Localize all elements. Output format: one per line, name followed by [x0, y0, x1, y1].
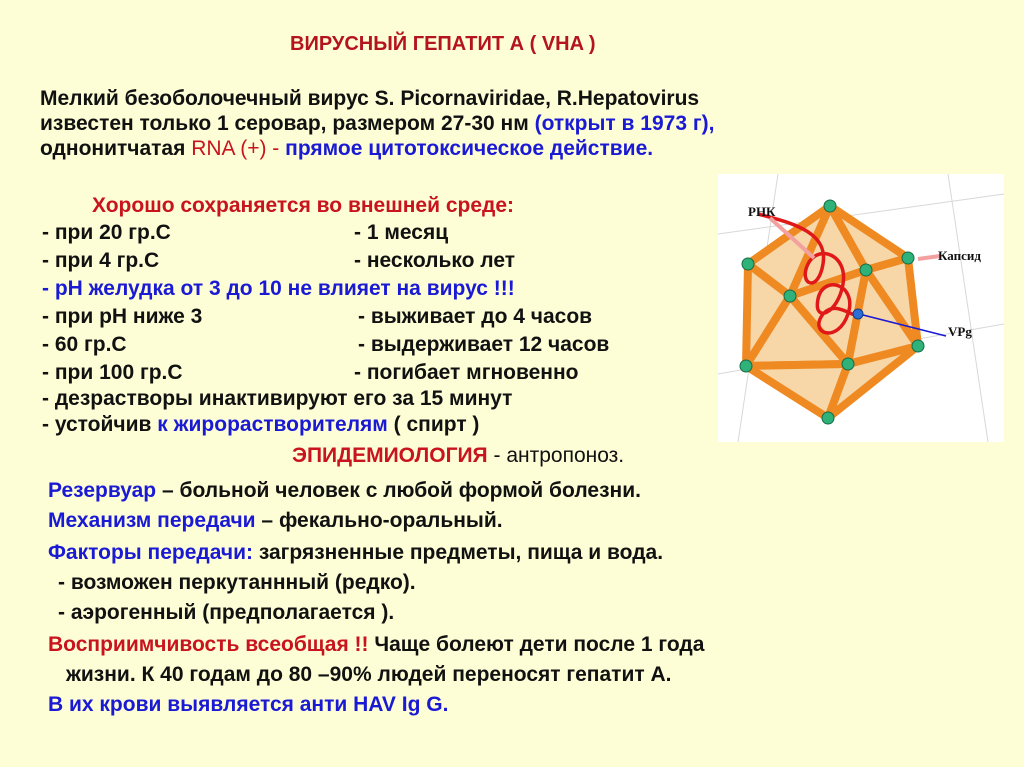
percutaneous-line: - возможен перкутаннный (редко). — [58, 571, 416, 594]
resistant-prefix: - устойчив — [42, 413, 158, 436]
env-row-ph-stomach: - pH желудка от 3 до 10 не влияет на вирус !!! — [42, 277, 515, 300]
mechanism-line — [48, 506, 503, 535]
mechanism-text: – фекально-оральный. — [255, 509, 503, 532]
intro-action: прямое цитотоксическое действие. — [285, 137, 654, 160]
intro-line-2 — [40, 111, 714, 136]
epidemiology-heading-line — [292, 441, 624, 470]
env-cond: - при 100 гр.С — [42, 361, 183, 384]
env-result: - выдерживает 12 часов — [358, 333, 610, 356]
vpg-protein — [853, 309, 863, 319]
resistant-alcohol: ( спирт ) — [387, 413, 480, 436]
env-row-resistant — [42, 412, 479, 438]
virus-capsid-diagram — [718, 174, 1004, 442]
env-row-100c — [42, 360, 578, 386]
reservoir-label: Резервуар — [48, 479, 157, 502]
susceptibility-label: Восприимчивость всеобщая !! — [48, 633, 369, 656]
env-row-60c — [42, 332, 609, 358]
env-cond: - при pH ниже 3 — [42, 305, 203, 328]
intro-line-1: Мелкий безоболочечный вирус S. Picornaviridae, R.Hepatovirus — [40, 87, 700, 110]
intro-rna: RNA (+) - — [191, 137, 286, 160]
factors-label: Факторы передачи: — [48, 541, 253, 564]
env-result: - 1 месяц — [354, 221, 449, 244]
intro-size: известен только 1 серовар, размером 27-30 нм — [40, 112, 535, 135]
susceptibility-line — [48, 630, 704, 659]
env-cond: - 60 гр.С — [42, 333, 127, 356]
reservoir-text: – больной человек с любой формой болезни. — [156, 479, 641, 502]
env-cond: - при 20 гр.С — [42, 221, 171, 244]
blood-antibodies-line: В их крови выявляется анти HAV Ig G. — [48, 693, 449, 716]
intro-discovered: (открыт в 1973 г), — [534, 112, 715, 135]
page-title: ВИРУСНЫЙ ГЕПАТИТ А ( VHA ) — [290, 33, 596, 55]
susceptibility-text: Чаще болеют дети после 1 года — [368, 633, 705, 656]
factors-text: загрязненные предметы, пища и вода. — [253, 541, 664, 564]
label-vpg: VPg — [948, 324, 972, 339]
env-result: - несколько лет — [354, 249, 516, 272]
mechanism-label: Механизм передачи — [48, 509, 256, 532]
reservoir-line — [48, 476, 641, 505]
aerogenic-line: - аэрогенный (предполагается ). — [58, 601, 395, 624]
susceptibility-cont: жизни. К 40 годам до 80 –90% людей переносят гепатит А. — [66, 663, 672, 686]
label-capsid: Капсид — [938, 248, 981, 263]
env-row-4c — [42, 248, 515, 274]
label-rna: РНК — [748, 204, 776, 219]
env-row-20c — [42, 220, 448, 246]
env-cond: - при 4 гр.С — [42, 249, 160, 272]
resistant-solvents: к жирорастворителям — [157, 413, 388, 436]
factors-line — [48, 538, 663, 567]
epidemiology-tail: - антропоноз. — [487, 444, 625, 467]
intro-strand: однонитчатая — [40, 137, 192, 160]
epidemiology-heading: ЭПИДЕМИОЛОГИЯ — [292, 444, 488, 467]
intro-line-3 — [40, 136, 653, 161]
environment-heading: Хорошо сохраняется во внешней среде: — [92, 194, 515, 217]
env-row-disinfect: - дезрастворы инактивируют его за 15 минут — [42, 387, 513, 410]
env-result: - выживает до 4 часов — [358, 305, 593, 328]
env-row-ph3 — [42, 304, 592, 330]
env-result: - погибает мгновенно — [354, 361, 579, 384]
